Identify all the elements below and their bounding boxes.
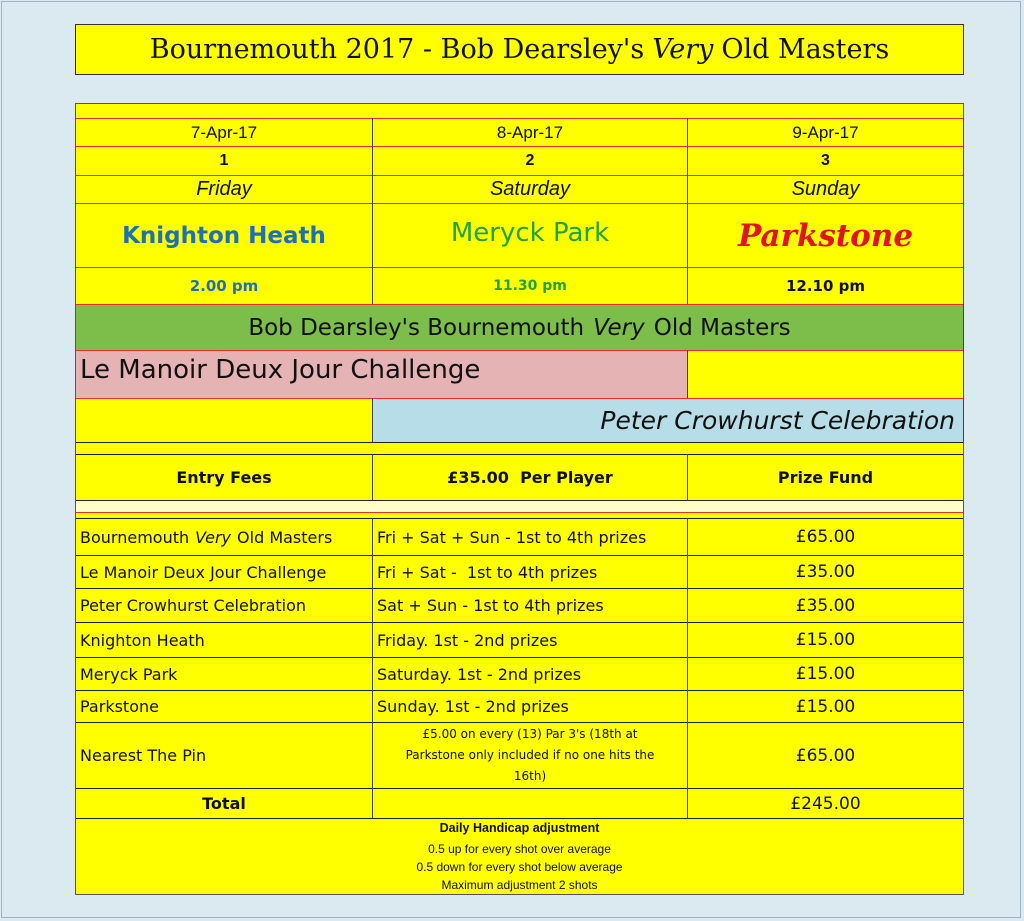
prize-amount: £35.00: [795, 562, 856, 582]
day-1-number: 1: [219, 152, 229, 169]
schedule-sheet: [75, 103, 964, 895]
celebration-band: Peter Crowhurst Celebration: [373, 399, 963, 442]
course-parkstone: Parkstone: [737, 217, 914, 254]
banner-post: Old Masters: [653, 314, 791, 341]
day-3-number: 3: [821, 152, 830, 169]
prize-amount: £65.00: [795, 745, 856, 766]
pin-desc-line: £5.00 on every (13) Par 3's (18th at: [422, 727, 638, 741]
prize-amount: £15.00: [795, 664, 856, 684]
course-meryck-park: Meryck Park: [450, 217, 610, 248]
day-2-date: 8-Apr-17: [496, 122, 564, 142]
course-knighton-heath: Knighton Heath: [122, 222, 326, 249]
prize-event: Peter Crowhurst Celebration: [80, 596, 307, 615]
total-amount: £245.00: [790, 793, 861, 814]
prize-event: Knighton Heath: [80, 630, 205, 650]
prize-event-old-masters: [76, 519, 372, 555]
prize-desc-nearest-pin: [373, 723, 687, 788]
banner-italic: Very: [593, 314, 645, 341]
day-1-date: 7-Apr-17: [190, 122, 258, 142]
entry-fees-header: Entry Fees: [176, 468, 272, 487]
prize-amount: £15.00: [795, 630, 856, 650]
prize-desc: Saturday. 1st - 2nd prizes: [377, 664, 582, 684]
prize-fund-header: Prize Fund: [777, 468, 874, 487]
prize-desc: Sunday. 1st - 2nd prizes: [377, 697, 569, 716]
old-masters-banner: [76, 305, 963, 350]
price-header: £35.00 Per Player: [447, 468, 613, 487]
challenge-band: Le Manoir Deux Jour Challenge: [76, 351, 687, 398]
prize-event: Meryck Park: [80, 664, 178, 684]
prize-event-italic: Very: [195, 527, 232, 547]
pin-desc-line: 16th): [513, 769, 547, 783]
prize-event-nearest-pin: Nearest The Pin: [80, 746, 207, 765]
page-title: [75, 24, 964, 75]
title-italic: Very: [652, 34, 714, 65]
day-3-date: 9-Apr-17: [792, 122, 859, 142]
day-2-number: 2: [525, 152, 535, 169]
prize-desc: Fri + Sat - 1st to 4th prizes: [377, 562, 598, 582]
handicap-title: Daily Handicap adjustment: [439, 821, 600, 835]
prize-desc: Sat + Sun - 1st to 4th prizes: [377, 596, 604, 615]
handicap-line: 0.5 down for every shot below average: [416, 860, 623, 874]
handicap-line: Maximum adjustment 2 shots: [441, 878, 598, 892]
handicap-note: [76, 819, 963, 894]
prize-event-pre: Bournemouth: [80, 527, 190, 547]
prize-amount: £15.00: [795, 696, 856, 717]
total-label: Total: [202, 794, 246, 813]
handicap-line: 0.5 up for every shot over average: [428, 842, 611, 856]
prize-amount: £35.00: [795, 595, 856, 616]
title-post: Old Masters: [721, 34, 890, 65]
day-2-name: Saturday: [489, 178, 571, 200]
day-1-time: 2.00 pm: [189, 277, 259, 295]
day-3-time: 12.10 pm: [785, 277, 866, 295]
banner-pre: Bob Dearsley's Bournemouth: [248, 314, 585, 341]
title-pre: Bournemouth 2017 - Bob Dearsley's: [149, 34, 645, 65]
prize-event-post: Old Masters: [237, 527, 333, 547]
pin-desc-line: Parkstone only included if no one hits the: [405, 748, 655, 762]
spacer-band: [76, 501, 963, 512]
prize-event: Parkstone: [80, 697, 159, 716]
prize-event: Le Manoir Deux Jour Challenge: [80, 562, 327, 582]
day-3-name: Sunday: [791, 178, 860, 200]
day-1-name: Friday: [196, 178, 252, 200]
prize-amount: £65.00: [795, 527, 856, 547]
prize-desc: Fri + Sat + Sun - 1st to 4th prizes: [377, 527, 647, 547]
day-2-time: 11.30 pm: [493, 278, 567, 294]
prize-desc: Friday. 1st - 2nd prizes: [377, 630, 558, 650]
